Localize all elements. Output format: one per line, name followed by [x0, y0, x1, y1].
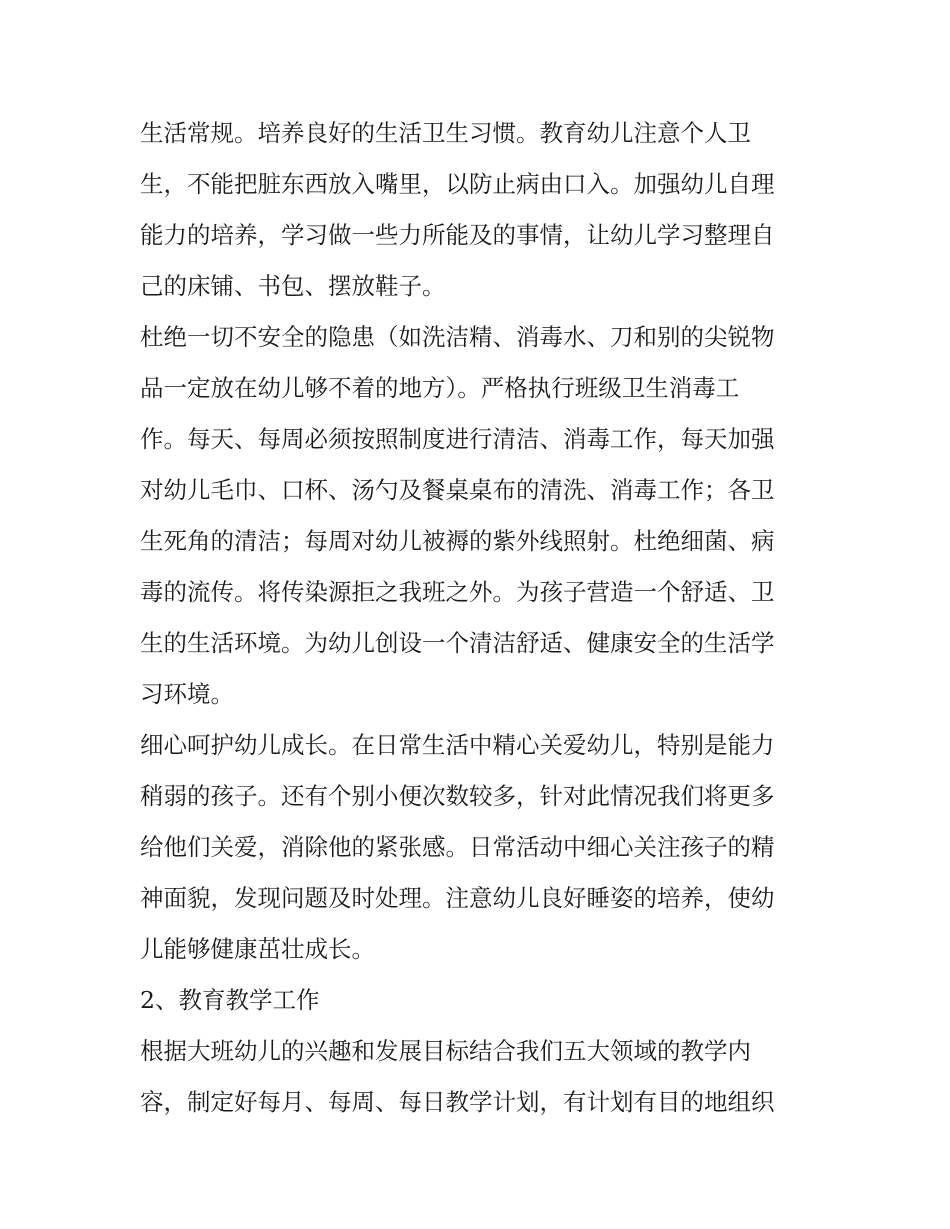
text-line: 儿能够健康茁壮成长。 [140, 935, 375, 963]
text-line: 杜绝一切不安全的隐患（如洗洁精、消毒水、刀和别的尖锐物 [140, 323, 775, 351]
text-line: 生的生活环境。为幼儿创设一个清洁舒适、健康安全的生活学 [140, 629, 775, 657]
text-line: 神面貌，发现问题及时处理。注意幼儿良好睡姿的培养，使幼 [140, 884, 775, 912]
text-line: 生活常规。培养良好的生活卫生习惯。教育幼儿注意个人卫 [140, 119, 751, 147]
paragraph-care-for-growth [140, 720, 820, 975]
text-line: 生，不能把脏东西放入嘴里，以防止病由口入。加强幼儿自理 [140, 170, 775, 198]
text-line: 对幼儿毛巾、口杯、汤勺及餐桌桌布的清洗、消毒工作；各卫 [140, 476, 775, 504]
text-line: 习环境。 [140, 680, 234, 708]
text-line: 容，制定好每月、每周、每日教学计划，有计划有目的地组织 [140, 1088, 775, 1116]
text-line: 生死角的清洁；每周对幼儿被褥的紫外线照射。杜绝细菌、病 [140, 527, 775, 555]
section-heading-teaching-work [140, 975, 820, 1026]
section-heading: 2、教育教学工作 [140, 986, 320, 1014]
text-line: 给他们关爱，消除他的紧张感。日常活动中细心关注孩子的精 [140, 833, 775, 861]
paragraph-safety-disinfection [140, 312, 820, 720]
text-line: 稍弱的孩子。还有个别小便次数较多，针对此情况我们将更多 [140, 782, 775, 810]
text-line: 细心呵护幼儿成长。在日常生活中精心关爱幼儿，特别是能力 [140, 731, 775, 759]
text-line: 毒的流传。将传染源拒之我班之外。为孩子营造一个舒适、卫 [140, 578, 775, 606]
text-line: 作。每天、每周必须按照制度进行清洁、消毒工作，每天加强 [140, 425, 775, 453]
text-line: 己的床铺、书包、摆放鞋子。 [140, 272, 446, 300]
text-line: 能力的培养，学习做一些力所能及的事情，让幼儿学习整理自 [140, 221, 775, 249]
paragraph-teaching-plan [140, 1026, 820, 1128]
text-line: 根据大班幼儿的兴趣和发展目标结合我们五大领域的教学内 [140, 1037, 751, 1065]
text-line: 品一定放在幼儿够不着的地方）。严格执行班级卫生消毒工 [140, 374, 740, 402]
document-body [140, 108, 820, 1128]
paragraph-hygiene-habits [140, 108, 820, 312]
